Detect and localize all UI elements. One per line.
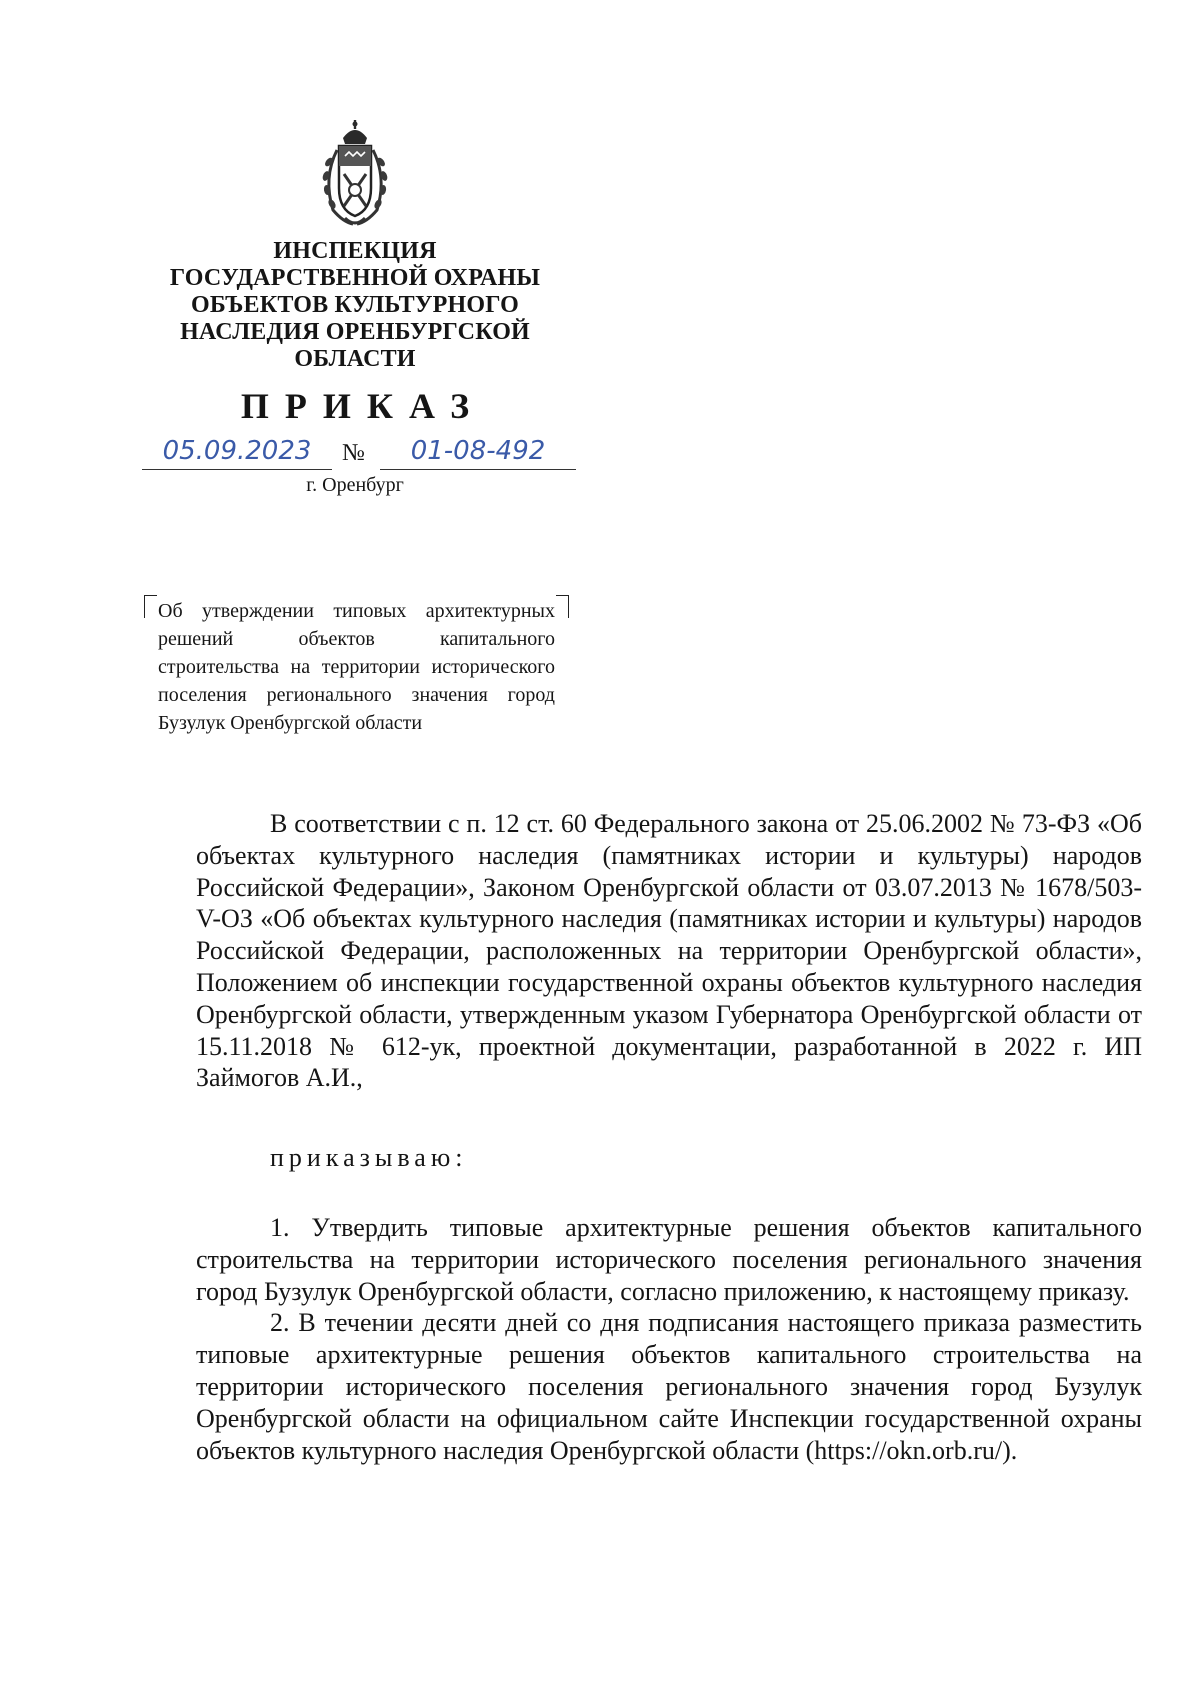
- order-item: 1. Утвердить типовые архитектурные решения объектов капитального строительства на территории исторического поселения регионального значения город Бузулук Оренбургской области, согласно приложению, к настоящему приказу.: [196, 1212, 1142, 1306]
- document-type: ПРИКАЗ: [240, 386, 486, 426]
- org-line: ОБЪЕКТОВ КУЛЬТУРНОГО: [190, 292, 520, 318]
- document-body: [196, 808, 1142, 1466]
- document-city: г. Оренбург: [306, 474, 404, 496]
- coat-of-arms-icon: [315, 118, 395, 230]
- org-line: НАСЛЕДИЯ ОРЕНБУРГСКОЙ: [180, 319, 530, 345]
- organization-name: [130, 238, 580, 373]
- document-number: 01-08-492: [380, 433, 576, 470]
- document-meta: [130, 431, 580, 497]
- document-date: 05.09.2023: [142, 433, 332, 470]
- bracket-corner-left: [144, 595, 157, 618]
- bracket-corner-right: [556, 595, 569, 618]
- number-sign: №: [342, 440, 365, 466]
- subject-text: Об утверждении типовых архитектурных решений объектов капитального строительства на территории исторического поселения регионального значения город Бузулук Оренбургской области: [158, 600, 555, 734]
- order-item: 2. В течении десяти дней со дня подписания настоящего приказа разместить типовые архитектурные решения объектов капитального строительства на территории исторического поселения регионального значения город Бузулук Оренбургской области на официальном сайте Инспекции государственной охраны объектов культурного наследия Оренбургской области (https://okn.orb.ru/).: [196, 1308, 1142, 1465]
- preamble-paragraph: В соответствии с п. 12 ст. 60 Федерального закона от 25.06.2002 № 73-ФЗ «Об объектах культурного наследия (памятниках истории и культуры) народов Российской Федерации», Законом Оренбургской области от 03.07.2013 № 1678/503-V-ОЗ «Об объектах культурного наследия (памятниках истории и культуры) народов Российской Федерации, расположенных на территории Оренбургской области», Положением об инспекции государственной охраны объектов культурного наследия Оренбургской области, утвержденным указом Губернатора Оренбургской области от 15.11.2018 № 612-ук, проектной документации, разработанной в 2022 г. ИП Займогов А.И.,: [196, 809, 1142, 1093]
- order-word: приказываю:: [270, 1143, 468, 1173]
- org-line: ОБЛАСТИ: [294, 346, 416, 372]
- org-line: ИНСПЕКЦИЯ: [273, 238, 437, 264]
- subject-block: [158, 597, 555, 737]
- letterhead: [130, 118, 580, 497]
- org-line: ГОСУДАРСТВЕННОЙ ОХРАНЫ: [169, 265, 541, 291]
